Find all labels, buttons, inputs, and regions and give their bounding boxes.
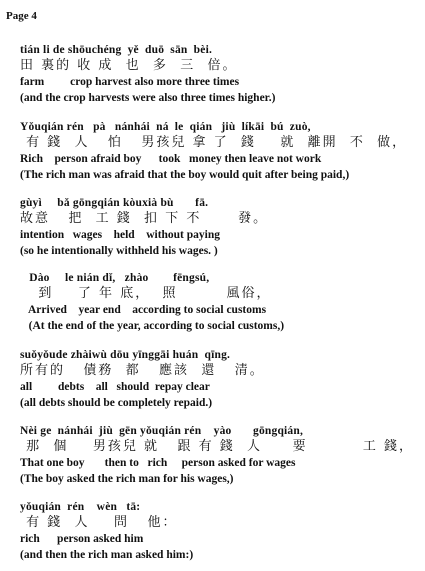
chinese-line: 有 錢 人 怕 男孩兒 拿 了 錢 就 離開 不 做， xyxy=(20,135,408,150)
gloss-line: Arrived year end according to social customs xyxy=(20,304,267,316)
chinese-line: 有 錢 人 問 他： xyxy=(20,515,178,530)
stanza-7 xyxy=(20,499,420,563)
translation-line: (and then the rich man asked him:) xyxy=(20,549,194,561)
chinese-line: 田 裏的 收 成 也 多 三 倍。 xyxy=(20,58,238,73)
chinese-line: 那 個 男孩兒 就 跟 有 錢 人 要 工 錢， xyxy=(20,439,414,454)
translation-line: (The boy asked the rich man for his wages,) xyxy=(20,473,234,485)
pinyin-line: suǒyǒude zhàiwù dōu yīnggāi huán qīng. xyxy=(20,349,231,361)
gloss-line: farm crop harvest also more three times xyxy=(20,76,240,88)
gloss-line: all debts all should repay clear xyxy=(20,381,210,393)
stanza-3 xyxy=(20,195,420,259)
gloss-line: rich person asked him xyxy=(20,533,144,545)
translation-line: (At the end of the year, according to social customs,) xyxy=(20,320,285,332)
gloss-line: That one boy then to rich person asked for wages xyxy=(20,457,296,469)
pinyin-line: Nèi ge nánhái jiù gēn yǒuqián rén yào gōngqián, xyxy=(20,425,304,437)
stanza-2 xyxy=(20,119,420,183)
pinyin-line: yǒuqián rén wèn tā: xyxy=(20,501,141,513)
pinyin-line: gùyì bǎ gōngqián kòuxià bù fā. xyxy=(20,197,209,209)
chinese-line: 所有的 債務 都 應該 還 清。 xyxy=(20,363,265,378)
translation-line: (so he intentionally withheld his wages. ) xyxy=(20,245,218,257)
pinyin-line: tián li de shōuchéng yě duō sān bèi. xyxy=(20,44,213,56)
translation-line: (and the crop harvests were also three times higher.) xyxy=(20,92,276,104)
translation-line: (all debts should be completely repaid.) xyxy=(20,397,213,409)
stanza-5 xyxy=(20,347,420,411)
stanza-1 xyxy=(20,42,420,106)
chinese-line: 故意 把 工 錢 扣 下 不 發。 xyxy=(20,211,269,226)
pinyin-line: Dào le nián dǐ, zhào fēngsú, xyxy=(20,272,210,284)
gloss-line: Rich person afraid boy took money then leave not work xyxy=(20,153,322,165)
chinese-line: 到 了 年 底， 照 風俗， xyxy=(20,286,272,301)
translation-line: (The rich man was afraid that the boy would quit after being paid,) xyxy=(20,169,350,181)
gloss-line: intention wages held without paying xyxy=(20,229,221,241)
stanza-6 xyxy=(20,423,420,487)
page-number: Page 4 xyxy=(6,10,37,22)
stanza-4 xyxy=(20,270,420,334)
pinyin-line: Yǒuqián rén pà nánhái ná le qián jiù líkāi bú zuò, xyxy=(20,121,311,133)
